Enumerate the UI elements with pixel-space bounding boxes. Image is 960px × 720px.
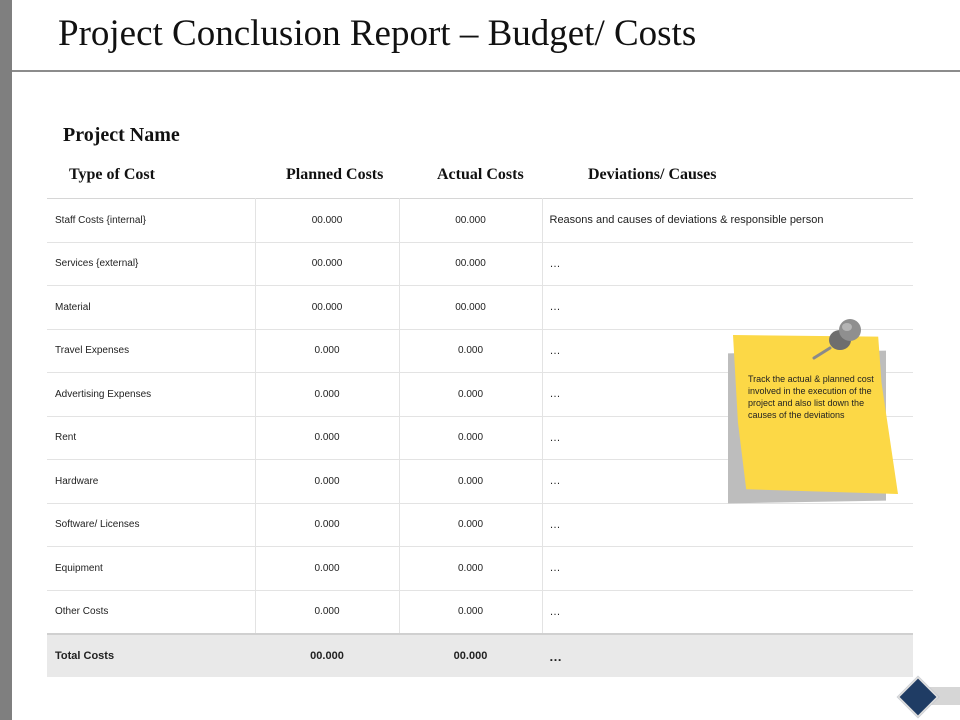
cost-type-cell: Staff Costs {internal} [47, 199, 255, 243]
total-actual-cell: 00.000 [399, 634, 542, 677]
table-row [47, 547, 913, 591]
planned-cost-cell: 00.000 [255, 286, 399, 330]
actual-cost-cell: 0.000 [399, 329, 542, 373]
planned-cost-cell: 0.000 [255, 590, 399, 634]
deviation-cell: … [542, 460, 913, 504]
planned-cost-cell: 0.000 [255, 373, 399, 417]
deviation-cell: … [542, 416, 913, 460]
actual-cost-cell: 00.000 [399, 242, 542, 286]
actual-cost-cell: 0.000 [399, 503, 542, 547]
deviation-cell: … [542, 547, 913, 591]
cost-type-cell: Hardware [47, 460, 255, 504]
column-header-actual: Actual Costs [437, 166, 524, 183]
deviation-cell: … [542, 242, 913, 286]
cost-type-cell: Rent [47, 416, 255, 460]
column-header-deviations: Deviations/ Causes [588, 166, 717, 183]
title-divider [12, 70, 960, 72]
total-deviation-cell: … [542, 634, 913, 677]
left-accent-bar [0, 0, 12, 720]
deviation-cell: … [542, 373, 913, 417]
table-row [47, 590, 913, 634]
deviation-cell: … [542, 329, 913, 373]
cost-type-cell: Services {external} [47, 242, 255, 286]
planned-cost-cell: 0.000 [255, 503, 399, 547]
planned-cost-cell: 0.000 [255, 547, 399, 591]
actual-cost-cell: 0.000 [399, 547, 542, 591]
column-header-type: Type of Cost [69, 166, 155, 183]
sticky-note-text: Track the actual & planned cost involved in the execution of the project and also list down the causes of the deviations [748, 374, 874, 420]
table-row [47, 503, 913, 547]
cost-type-cell: Other Costs [47, 590, 255, 634]
actual-cost-cell: 00.000 [399, 199, 542, 243]
deviation-cell: … [542, 590, 913, 634]
planned-cost-cell: 0.000 [255, 460, 399, 504]
cost-type-cell: Material [47, 286, 255, 330]
planned-cost-cell: 0.000 [255, 329, 399, 373]
cost-type-cell: Advertising Expenses [47, 373, 255, 417]
deviation-cell: … [542, 286, 913, 330]
cost-type-cell: Software/ Licenses [47, 503, 255, 547]
total-row [47, 634, 913, 677]
actual-cost-cell: 0.000 [399, 373, 542, 417]
cost-type-cell: Equipment [47, 547, 255, 591]
project-name-heading: Project Name [63, 124, 180, 146]
column-header-planned: Planned Costs [286, 166, 384, 183]
table-row [47, 199, 913, 243]
total-label-cell: Total Costs [47, 634, 255, 677]
deviation-cell: … [542, 503, 913, 547]
diamond-logo-icon [897, 676, 939, 718]
planned-cost-cell: 0.000 [255, 416, 399, 460]
planned-cost-cell: 00.000 [255, 242, 399, 286]
actual-cost-cell: 00.000 [399, 286, 542, 330]
actual-cost-cell: 0.000 [399, 416, 542, 460]
page-title: Project Conclusion Report – Budget/ Costs [58, 13, 697, 54]
cost-type-cell: Travel Expenses [47, 329, 255, 373]
push-pin-icon [810, 316, 866, 364]
table-row [47, 286, 913, 330]
actual-cost-cell: 0.000 [399, 460, 542, 504]
table-row [47, 242, 913, 286]
total-planned-cell: 00.000 [255, 634, 399, 677]
planned-cost-cell: 00.000 [255, 199, 399, 243]
actual-cost-cell: 0.000 [399, 590, 542, 634]
deviation-cell: Reasons and causes of deviations & responsible person [542, 199, 913, 243]
